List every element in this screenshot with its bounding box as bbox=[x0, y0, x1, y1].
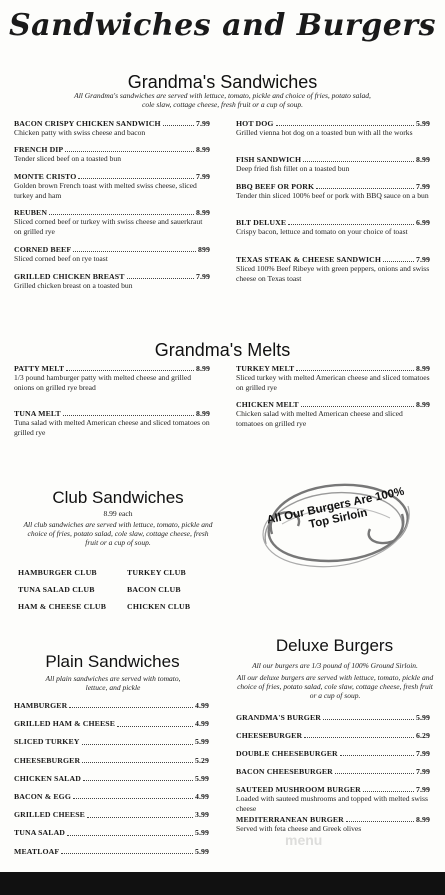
item-description: Tender thin sliced 100% beef or pork with BBQ sauce on a bun bbox=[236, 191, 429, 201]
item-price: 5.99 bbox=[415, 713, 430, 722]
item-price: 7.99 bbox=[195, 119, 210, 128]
menu-item bbox=[236, 255, 430, 283]
leader-dots bbox=[323, 719, 414, 720]
item-name: CHEESEBURGER bbox=[14, 755, 81, 765]
section-title-grandmas-sandwiches: Grandma's Sandwiches bbox=[127, 72, 318, 92]
menu-item bbox=[14, 245, 210, 264]
item-price: 8.99 bbox=[195, 208, 210, 217]
item-name: BLT DELUXE bbox=[236, 218, 287, 227]
plain-item bbox=[14, 774, 209, 783]
item-description: Sliced corned beef on rye toast bbox=[14, 254, 108, 264]
menu-item bbox=[236, 155, 430, 174]
item-name: BBQ BEEF OR PORK bbox=[236, 182, 315, 191]
leader-dots bbox=[363, 791, 414, 792]
club-item: TUNA SALAD CLUB bbox=[18, 585, 95, 594]
item-price: 3.99 bbox=[194, 810, 209, 820]
deluxe-item bbox=[236, 749, 430, 758]
leader-dots bbox=[63, 415, 194, 416]
menu-item bbox=[14, 119, 210, 138]
menu-item bbox=[14, 409, 210, 437]
section-note-grandmas-sandwiches: All Grandma's sandwiches are served with lettuce, tomato, pickle and choice of fries, potato salad, cole slaw, cottage cheese, fresh fruit or a cup of soup. bbox=[74, 91, 371, 109]
leader-dots bbox=[117, 726, 193, 727]
item-name: TUNA MELT bbox=[14, 409, 61, 418]
item-price: 8.99 bbox=[415, 155, 430, 164]
menu-item bbox=[236, 400, 430, 428]
menu-item bbox=[236, 182, 430, 201]
item-price: 8.99 bbox=[415, 400, 430, 409]
item-description: Deep fried fish fillet on a toasted bun bbox=[236, 164, 350, 174]
plain-item bbox=[14, 792, 209, 801]
item-price: 5.99 bbox=[415, 119, 430, 128]
menu-title: Sandwiches and Burgers bbox=[8, 8, 436, 43]
item-name: BACON CHEESEBURGER bbox=[236, 767, 333, 776]
item-name: CHICKEN MELT bbox=[236, 400, 299, 409]
item-name: HAMBURGER bbox=[14, 701, 68, 710]
deluxe-item bbox=[236, 713, 430, 722]
item-name: BACON CRISPY CHICKEN SANDWICH bbox=[14, 119, 161, 128]
plain-item bbox=[14, 810, 209, 819]
club-item: HAMBURGER CLUB bbox=[18, 568, 97, 577]
badge-text: All Our Burgers Are 100% Top Sirloin bbox=[265, 485, 406, 531]
menu-item bbox=[14, 208, 210, 236]
item-price: 5.99 bbox=[194, 737, 209, 747]
deluxe-item bbox=[236, 731, 430, 740]
item-name: SLICED TURKEY bbox=[14, 737, 80, 747]
section-title-plain-sandwiches: Plain Sandwiches bbox=[45, 652, 180, 671]
item-price: 7.99 bbox=[195, 172, 210, 181]
item-name: GRANDMA'S BURGER bbox=[236, 713, 321, 722]
item-price: 8.99 bbox=[415, 815, 430, 824]
item-price: 5.99 bbox=[194, 846, 209, 856]
item-price: 4.99 bbox=[194, 701, 209, 710]
section-note-deluxe-2: All our deluxe burgers are served with lettuce, tomato, pickle and choice of fries, potato salad, cole slaw, cottage cheese, fresh fruit or a cup of soup. bbox=[236, 673, 434, 700]
item-name: PATTY MELT bbox=[14, 364, 65, 373]
item-description: Sliced corned beef or turkey with swiss cheese and sauerkraut on grilled rye bbox=[14, 217, 203, 236]
plain-item bbox=[14, 756, 209, 765]
item-description: Tender sliced beef on a toasted bun bbox=[14, 154, 122, 164]
item-price: 8.99 bbox=[195, 364, 210, 373]
item-price: 7.99 bbox=[415, 182, 430, 191]
section-title-club-sandwiches: Club Sandwiches bbox=[52, 488, 184, 507]
item-name: BACON & EGG bbox=[14, 792, 71, 801]
item-name: TUNA SALAD bbox=[14, 828, 66, 838]
section-note-deluxe-1: All our burgers are 1/3 pound of 100% Ground Sirloin. bbox=[252, 661, 418, 670]
item-price: 5.29 bbox=[194, 755, 209, 765]
leader-dots bbox=[73, 251, 196, 252]
item-description: Sliced 100% Beef Ribeye with green peppers, onions and swiss cheese on Texas toast bbox=[236, 264, 430, 283]
item-name: GRILLED CHEESE bbox=[14, 810, 85, 820]
item-description: Tuna salad with melted American cheese and sliced tomatoes on grilled rye bbox=[14, 418, 210, 437]
section-title-deluxe-burgers: Deluxe Burgers bbox=[275, 636, 394, 655]
deluxe-item bbox=[236, 815, 430, 834]
menu-item bbox=[14, 364, 210, 392]
item-name: CORNED BEEF bbox=[14, 245, 72, 254]
item-name: TURKEY MELT bbox=[236, 364, 295, 373]
menu-item bbox=[236, 364, 430, 392]
item-description: 1/3 pound hamburger patty with melted cheese and grilled onions on grilled rye bread bbox=[14, 373, 191, 392]
item-description: Chicken salad with melted American cheese and sliced tomatoes on grilled rye bbox=[236, 409, 403, 428]
leader-dots bbox=[340, 755, 414, 756]
item-name: FISH SANDWICH bbox=[236, 155, 302, 164]
club-price: 8.99 each bbox=[103, 509, 133, 518]
deluxe-item bbox=[236, 785, 430, 813]
leader-dots bbox=[69, 707, 193, 708]
section-note-club: All club sandwiches are served with lettuce, tomato, pickle and choice of fries, potato salad, cole slaw, cottage cheese, fresh fruit or a cup of soup. bbox=[23, 520, 213, 547]
menu-item bbox=[236, 119, 430, 138]
section-title-grandmas-melts: Grandma's Melts bbox=[154, 340, 291, 360]
item-price: 7.99 bbox=[415, 767, 430, 776]
item-description: Grilled vienna hot dog on a toasted bun with all the works bbox=[236, 128, 413, 138]
item-description: Grilled chicken breast on a toasted bun bbox=[14, 281, 133, 291]
item-price: 899 bbox=[198, 245, 210, 254]
watermark: menu bbox=[285, 832, 323, 848]
item-description: Served with feta cheese and Greek olives bbox=[236, 824, 362, 834]
item-name: MEATLOAF bbox=[14, 846, 60, 856]
menu-item bbox=[236, 218, 430, 237]
item-description: Golden brown French toast with melted swiss cheese, sliced turkey and ham bbox=[14, 181, 197, 200]
item-description: Crispy bacon, lettuce and tomato on your choice of toast bbox=[236, 227, 408, 237]
plain-item bbox=[14, 737, 209, 746]
item-name: CHEESEBURGER bbox=[236, 731, 303, 740]
leader-dots bbox=[163, 125, 194, 126]
item-price: 8.99 bbox=[415, 364, 430, 373]
item-price: 8.99 bbox=[195, 145, 210, 154]
item-name: HOT DOG bbox=[236, 119, 274, 128]
leader-dots bbox=[301, 406, 414, 407]
item-price: 6.99 bbox=[415, 218, 430, 227]
item-price: 8.99 bbox=[195, 409, 210, 418]
item-name: MEDITERRANEAN BURGER bbox=[236, 815, 344, 824]
leader-dots bbox=[335, 773, 414, 774]
leader-dots bbox=[276, 125, 414, 126]
leader-dots bbox=[304, 737, 414, 738]
plain-item bbox=[14, 828, 209, 837]
item-name: SAUTEED MUSHROOM BURGER bbox=[236, 785, 361, 794]
leader-dots bbox=[82, 744, 193, 745]
item-description: Loaded with sauteed mushrooms and topped with melted swiss cheese bbox=[236, 794, 428, 813]
leader-dots bbox=[73, 798, 193, 799]
item-name: DOUBLE CHEESEBURGER bbox=[236, 749, 338, 758]
deluxe-item bbox=[236, 767, 430, 776]
leader-dots bbox=[65, 151, 194, 152]
item-price: 5.99 bbox=[194, 828, 209, 838]
item-description: Chicken patty with swiss cheese and bacon bbox=[14, 128, 146, 138]
item-name: GRILLED HAM & CHEESE bbox=[14, 719, 115, 729]
menu-item bbox=[14, 145, 210, 164]
item-price: 4.99 bbox=[194, 792, 209, 801]
menu-item bbox=[14, 172, 210, 200]
leader-dots bbox=[87, 817, 193, 818]
plain-item bbox=[14, 719, 209, 728]
item-name: MONTE CRISTO bbox=[14, 172, 77, 181]
menu-item bbox=[14, 272, 210, 291]
bottom-bar bbox=[0, 872, 445, 895]
leader-dots bbox=[61, 853, 193, 854]
club-item: HAM & CHEESE CLUB bbox=[18, 602, 107, 611]
plain-item bbox=[14, 847, 209, 856]
club-item: CHICKEN CLUB bbox=[127, 602, 191, 611]
section-note-plain: All plain sandwiches are served with tomato, lettuce, and pickle bbox=[45, 674, 181, 692]
club-item: TURKEY CLUB bbox=[127, 568, 186, 577]
item-name: GRILLED CHICKEN BREAST bbox=[14, 272, 125, 281]
item-name: CHICKEN SALAD bbox=[14, 773, 81, 783]
leader-dots bbox=[316, 188, 414, 189]
leader-dots bbox=[78, 178, 194, 179]
leader-dots bbox=[49, 214, 194, 215]
leader-dots bbox=[127, 278, 194, 279]
leader-dots bbox=[67, 835, 193, 836]
leader-dots bbox=[288, 224, 414, 225]
item-price: 6.29 bbox=[415, 731, 430, 740]
item-price: 7.99 bbox=[415, 749, 430, 758]
leader-dots bbox=[383, 261, 414, 262]
item-price: 4.99 bbox=[194, 719, 209, 729]
leader-dots bbox=[83, 780, 193, 781]
item-price: 5.99 bbox=[194, 773, 209, 783]
item-name: FRENCH DIP bbox=[14, 145, 64, 154]
item-price: 7.99 bbox=[415, 785, 430, 794]
leader-dots bbox=[66, 370, 194, 371]
leader-dots bbox=[296, 370, 414, 371]
leader-dots bbox=[346, 821, 414, 822]
item-price: 7.99 bbox=[415, 255, 430, 264]
club-item: BACON CLUB bbox=[127, 585, 181, 594]
leader-dots bbox=[303, 161, 414, 162]
leader-dots bbox=[82, 762, 193, 763]
item-description: Sliced turkey with melted American cheese and sliced tomatoes on grilled rye bbox=[236, 373, 430, 392]
plain-item bbox=[14, 701, 209, 710]
item-name: REUBEN bbox=[14, 208, 48, 217]
item-price: 7.99 bbox=[195, 272, 210, 281]
item-name: TEXAS STEAK & CHEESE SANDWICH bbox=[236, 255, 382, 264]
